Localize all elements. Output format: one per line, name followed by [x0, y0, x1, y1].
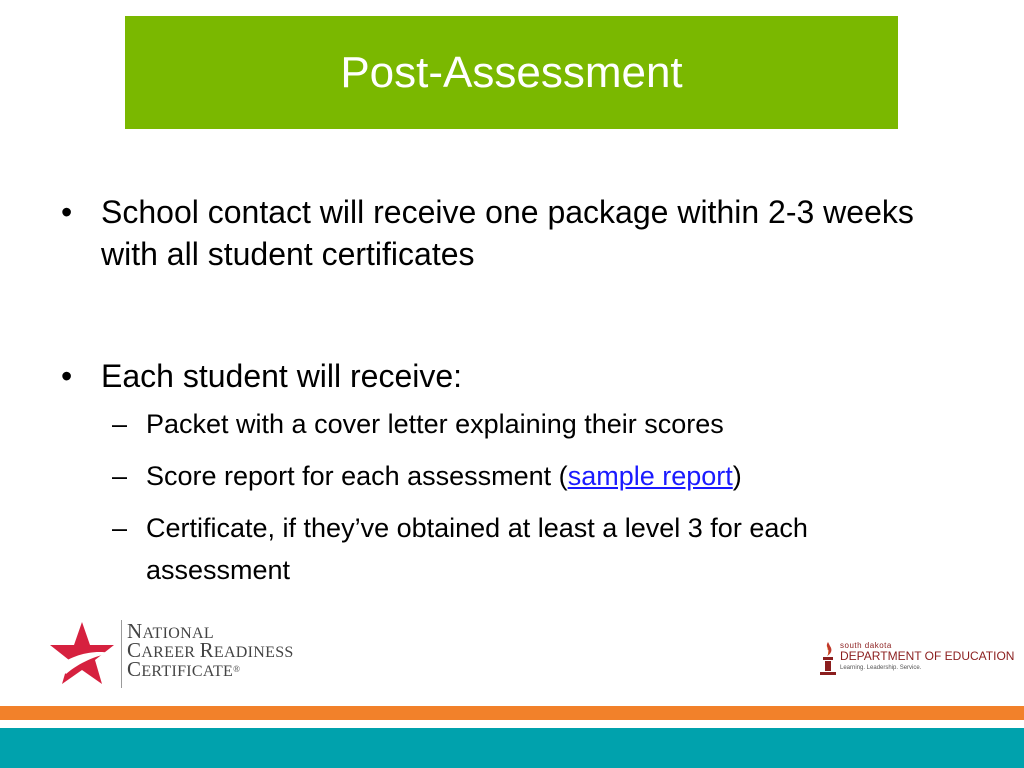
sub-bullet-item — [112, 403, 926, 445]
bullet-text: Each student will receive: — [101, 358, 463, 394]
sub-bullet-item — [112, 455, 926, 497]
dash-glyph: – — [112, 513, 128, 543]
bullet-glyph: • — [61, 358, 73, 394]
dash-glyph: – — [112, 461, 128, 491]
footer-stripe-gap — [0, 720, 1024, 728]
bullet-text: School contact will receive one package within 2-3 weeks with all student certificates — [101, 194, 914, 272]
bullet-glyph: • — [61, 194, 73, 230]
sub-bullet-item — [112, 507, 916, 591]
star-icon — [48, 620, 116, 688]
dash-glyph: – — [112, 409, 128, 439]
footer-stripe-orange — [0, 706, 1024, 720]
bullet-item — [61, 191, 941, 275]
sd-dept-label: DEPARTMENT OF EDUCATION — [840, 649, 1015, 663]
footer-stripe-teal — [0, 728, 1024, 768]
sd-doe-logo — [818, 640, 1015, 680]
sub-bullet-text-before: Score report for each assessment ( — [146, 461, 568, 491]
sub-bullet-text-after: ) — [732, 461, 742, 491]
logo-divider — [121, 620, 122, 688]
sub-bullet-text: Packet with a cover letter explaining their scores — [146, 409, 724, 439]
torch-icon — [818, 640, 838, 678]
slide-title: Post-Assessment — [340, 47, 683, 97]
ncrc-logo — [48, 618, 308, 690]
sample-report-link[interactable]: sample report — [567, 461, 733, 491]
bullet-item — [61, 355, 941, 397]
sd-state-label: south dakota — [840, 641, 892, 650]
sd-tagline: Learning. Leadership. Service. — [840, 665, 922, 671]
sub-bullet-text: Certificate, if they’ve obtained at least a level 3 for each assessment — [146, 513, 808, 585]
ncrc-wordmark: NATIONAL CAREER READINESS CERTIFICATE® — [127, 619, 294, 681]
title-banner — [125, 16, 898, 129]
